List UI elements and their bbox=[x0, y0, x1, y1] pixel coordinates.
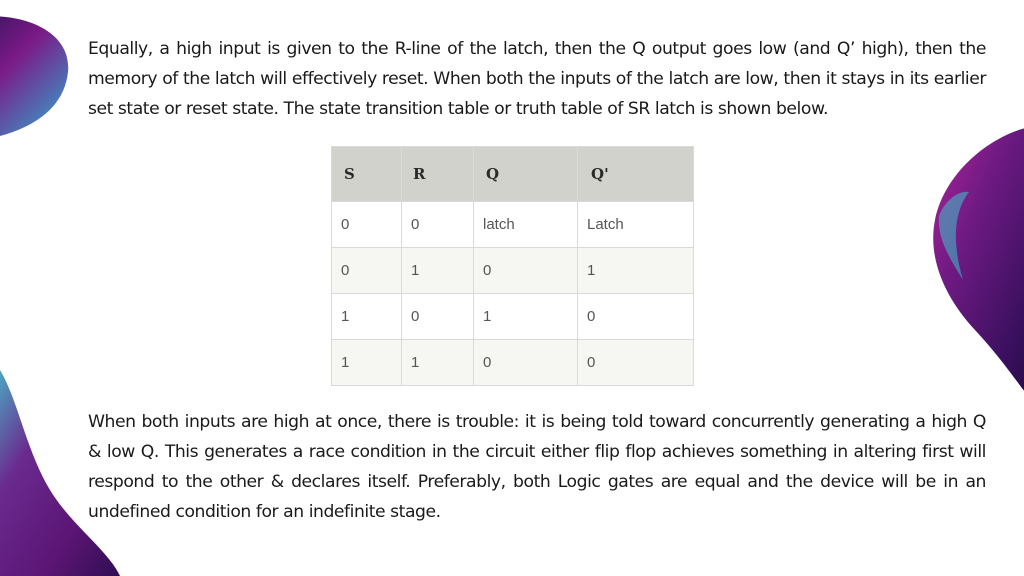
sr-latch-truth-table bbox=[331, 146, 694, 386]
cell-r: 0 bbox=[402, 202, 474, 248]
cell-s: 1 bbox=[332, 294, 402, 340]
header-q-prime: Q' bbox=[578, 147, 694, 202]
cell-q-prime: 1 bbox=[578, 248, 694, 294]
cell-q-prime: Latch bbox=[578, 202, 694, 248]
table-header-row bbox=[332, 147, 694, 202]
table-row bbox=[332, 340, 694, 386]
cell-q: 0 bbox=[474, 248, 578, 294]
cell-q: latch bbox=[474, 202, 578, 248]
table-row bbox=[332, 202, 694, 248]
cell-q-prime: 0 bbox=[578, 294, 694, 340]
cell-r: 1 bbox=[402, 248, 474, 294]
race-condition-paragraph: When both inputs are high at once, there is trouble: it is being told toward concurrently generating a high Q & low Q. This generates a race condition in the circuit either flip flop achieves something in altering first will respond to the other & declares itself. Preferably, both Logic gates are equal and the device will be in an undefined condition for an indefinite stage. bbox=[88, 412, 986, 522]
cell-q: 1 bbox=[474, 294, 578, 340]
decorative-blob-right bbox=[925, 120, 1024, 400]
cell-s: 1 bbox=[332, 340, 402, 386]
table-row bbox=[332, 248, 694, 294]
decorative-blob-top-left bbox=[0, 10, 80, 150]
cell-s: 0 bbox=[332, 202, 402, 248]
intro-paragraph: Equally, a high input is given to the R-line of the latch, then the Q output goes low (and Q’ high), then the memory of the latch will effectively reset. When both the inputs of the latch are low, then it stays in its earlier set state or reset state. The state transition table or truth table of SR latch is shown below. bbox=[88, 39, 986, 119]
cell-r: 1 bbox=[402, 340, 474, 386]
cell-s: 0 bbox=[332, 248, 402, 294]
cell-r: 0 bbox=[402, 294, 474, 340]
cell-q: 0 bbox=[474, 340, 578, 386]
header-r: R bbox=[402, 147, 474, 202]
header-s: S bbox=[332, 147, 402, 202]
table-row bbox=[332, 294, 694, 340]
cell-q-prime: 0 bbox=[578, 340, 694, 386]
header-q: Q bbox=[474, 147, 578, 202]
